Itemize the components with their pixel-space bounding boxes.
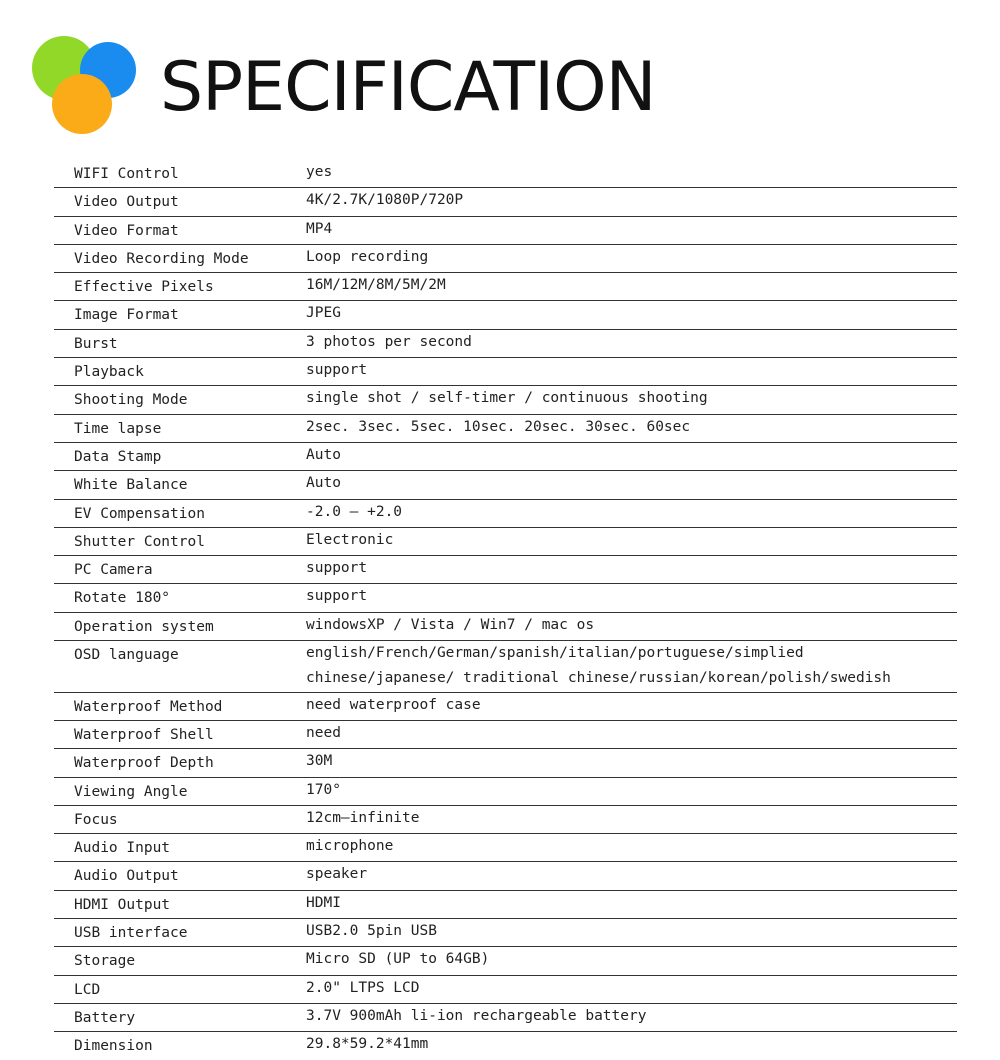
table-row [54, 188, 957, 216]
spec-value: -2.0 — +2.0 [306, 499, 957, 527]
table-row [54, 1003, 957, 1031]
table-row [54, 612, 957, 640]
spec-value: 16M/12M/8M/5M/2M [306, 273, 957, 301]
spec-key: Video Format [54, 216, 306, 244]
spec-key: Shooting Mode [54, 386, 306, 414]
table-row [54, 471, 957, 499]
spec-value: need waterproof case [306, 692, 957, 720]
spec-key: White Balance [54, 471, 306, 499]
spec-key: Rotate 180° [54, 584, 306, 612]
spec-key: WIFI Control [54, 160, 306, 188]
table-row [54, 805, 957, 833]
table-row [54, 862, 957, 890]
spec-key: Dimension [74, 1038, 153, 1055]
spec-value: 2sec. 3sec. 5sec. 10sec. 20sec. 30sec. 60sec [306, 414, 957, 442]
logo-orange-circle [52, 74, 112, 134]
table-row [54, 890, 957, 918]
spec-value: Loop recording [306, 244, 957, 272]
spec-key: Image Format [54, 301, 306, 329]
spec-value: Auto [306, 471, 957, 499]
table-row [54, 386, 957, 414]
spec-key: Effective Pixels [54, 273, 306, 301]
spec-value: Electronic [306, 527, 957, 555]
spec-value: speaker [306, 862, 957, 890]
spec-table [54, 160, 957, 1060]
spec-value: 170° [306, 777, 957, 805]
spec-value: 3.7V 900mAh li-ion rechargeable battery [306, 1003, 957, 1031]
table-row [54, 975, 957, 1003]
spec-key: Playback [54, 358, 306, 386]
spec-value: 29.8*59.2*41mm [306, 1036, 429, 1053]
spec-key: Burst [54, 329, 306, 357]
spec-key: Viewing Angle [54, 777, 306, 805]
table-row [54, 160, 957, 188]
spec-value: support [306, 358, 957, 386]
spec-value: support [306, 584, 957, 612]
spec-value: 3 photos per second [306, 329, 957, 357]
spec-value: english/French/German/spanish/italian/portuguese/simplied chinese/japanese/ traditional chinese/russian/korean/polish/swedish [306, 641, 957, 693]
table-row [54, 584, 957, 612]
spec-value: 2.0" LTPS LCD [306, 975, 957, 1003]
spec-value: 12cm—infinite [306, 805, 957, 833]
spec-value: 4K/2.7K/1080P/720P [306, 188, 957, 216]
spec-value: USB2.0 5pin USB [306, 919, 957, 947]
table-row [54, 919, 957, 947]
spec-key: Audio Output [54, 862, 306, 890]
spec-key: Data Stamp [54, 442, 306, 470]
table-row [54, 273, 957, 301]
spec-key: Storage [54, 947, 306, 975]
header [0, 0, 1000, 150]
spec-value: Micro SD (UP to 64GB) [306, 947, 957, 975]
table-row [54, 556, 957, 584]
spec-table-body [54, 160, 957, 1060]
table-row [54, 749, 957, 777]
spec-key: LCD [54, 975, 306, 1003]
spec-key: Shutter Control [54, 527, 306, 555]
spec-value: support [306, 556, 957, 584]
page-title: SPECIFICATION [160, 48, 656, 127]
spec-value: need [306, 720, 957, 748]
spec-key: Audio Input [54, 834, 306, 862]
spec-value: MP4 [306, 216, 957, 244]
table-row [54, 527, 957, 555]
spec-key: Waterproof Method [54, 692, 306, 720]
table-row [54, 414, 957, 442]
spec-key: Time lapse [54, 414, 306, 442]
spec-key: Video Recording Mode [54, 244, 306, 272]
table-row [54, 947, 957, 975]
spec-value: 30M [306, 749, 957, 777]
table-row [54, 641, 957, 693]
spec-key: Operation system [54, 612, 306, 640]
spec-key: EV Compensation [54, 499, 306, 527]
spec-value: yes [306, 160, 957, 188]
table-row [54, 834, 957, 862]
table-row [54, 1032, 957, 1060]
spec-key: Waterproof Shell [54, 720, 306, 748]
spec-key: Video Output [54, 188, 306, 216]
spec-key: PC Camera [54, 556, 306, 584]
table-row [54, 216, 957, 244]
logo [30, 34, 140, 138]
spec-value: microphone [306, 834, 957, 862]
spec-value: HDMI [306, 890, 957, 918]
table-row [54, 777, 957, 805]
spec-key: USB interface [54, 919, 306, 947]
table-row [54, 358, 957, 386]
table-row [54, 301, 957, 329]
spec-key: OSD language [54, 641, 306, 693]
spec-key: Battery [54, 1003, 306, 1031]
table-row [54, 720, 957, 748]
spec-value: JPEG [306, 301, 957, 329]
table-row [54, 499, 957, 527]
spec-key: HDMI Output [54, 890, 306, 918]
spec-value: single shot / self-timer / continuous shooting [306, 386, 957, 414]
spec-key: Waterproof Depth [54, 749, 306, 777]
spec-value: Auto [306, 442, 957, 470]
spec-key: Focus [54, 805, 306, 833]
table-row [54, 329, 957, 357]
table-row [54, 442, 957, 470]
table-row [54, 244, 957, 272]
spec-value: windowsXP / Vista / Win7 / mac os [306, 612, 957, 640]
table-row [54, 692, 957, 720]
